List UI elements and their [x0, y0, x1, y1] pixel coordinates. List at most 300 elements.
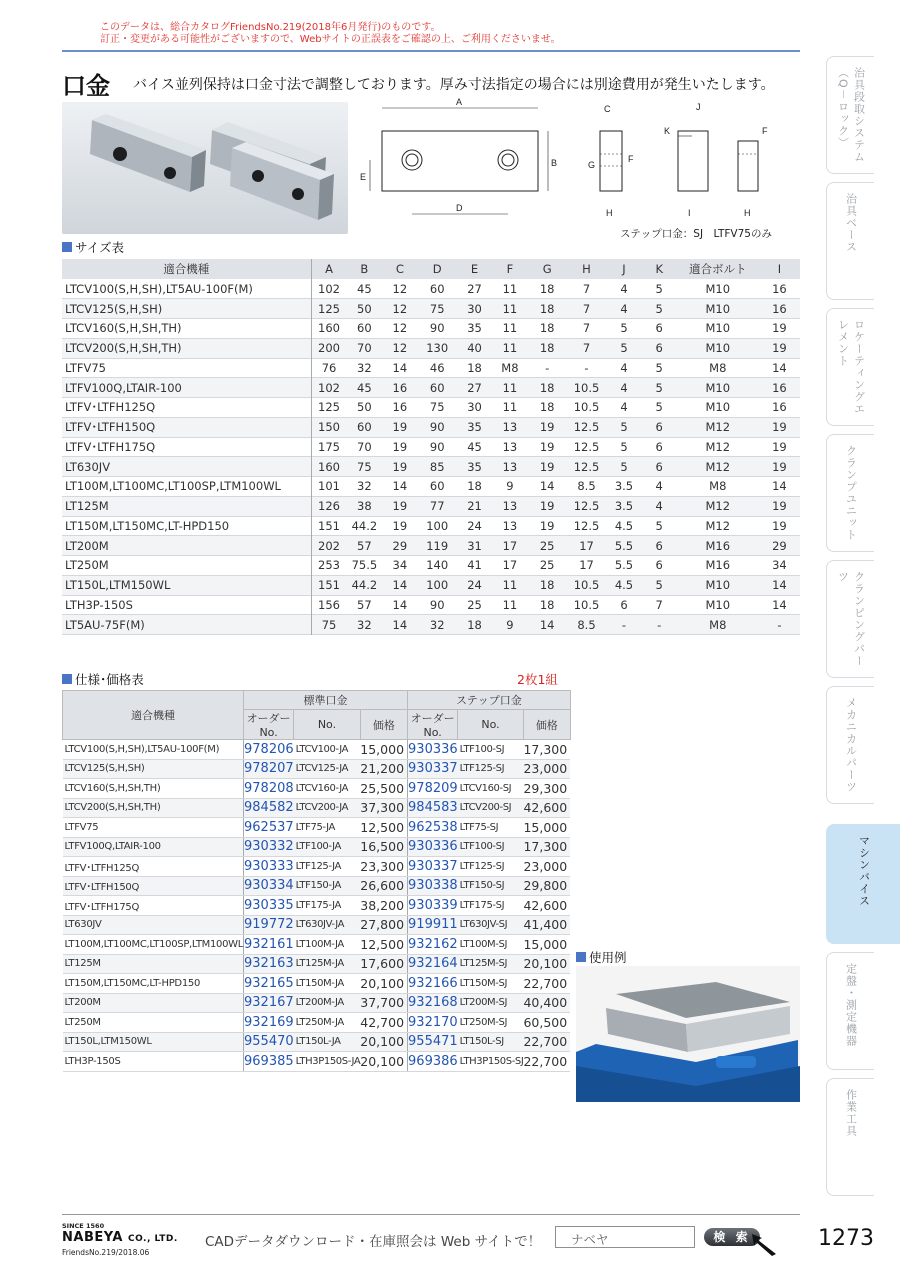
part-no-cell: LTF125-SJ	[458, 857, 524, 877]
size-table-title: サイズ表	[75, 240, 125, 255]
dimension-cell: M12	[705, 439, 731, 454]
part-no-cell: LTF100-SJ	[458, 837, 524, 857]
dimension-cell: 60	[347, 417, 383, 437]
dimension-cell: 12.5	[567, 496, 607, 516]
table-row	[63, 857, 571, 877]
dimension-cell: 16	[772, 400, 787, 415]
product-photo	[62, 102, 348, 234]
tab-mechanical-parts[interactable]	[826, 686, 874, 804]
part-no-cell: LT250M-SJ	[458, 1013, 524, 1033]
dimension-cell: 38	[347, 496, 383, 516]
table-row	[62, 358, 800, 378]
model-cell: LTFV･LTFH125Q	[62, 398, 311, 418]
dimension-cell: 4.5	[614, 518, 634, 533]
price-cell: 17,300	[523, 837, 570, 857]
col-header-price: 価格	[360, 710, 407, 740]
dimension-cell: M10	[705, 400, 731, 415]
dimension-cell: 75.5	[351, 558, 378, 573]
size-col-header: J	[606, 259, 641, 279]
size-col-header: D	[418, 259, 457, 279]
dimension-cell: 13	[502, 439, 518, 454]
table-row	[62, 595, 800, 615]
dimension-cell: 19	[392, 518, 408, 533]
dimension-cell: 19	[382, 457, 417, 477]
dimension-cell: 18	[528, 299, 567, 319]
tab-label: 治具ベース	[844, 193, 858, 253]
price-cell: 27,800	[360, 915, 407, 935]
order-no-cell: 930332	[244, 837, 294, 857]
catalog-notice	[100, 22, 561, 46]
price-cell: 23,000	[523, 857, 570, 877]
order-no-cell: 930337	[408, 857, 458, 877]
dimension-cell: 19	[772, 439, 787, 454]
dimension-cell: 126	[311, 496, 347, 516]
search-input[interactable]: ナベヤ	[555, 1226, 695, 1248]
model-cell: LT150L,LTM150WL	[62, 575, 311, 595]
dimension-cell: 18	[457, 615, 492, 635]
tab-clamp-unit[interactable]	[826, 434, 874, 552]
dimension-cell: 4	[620, 360, 628, 375]
order-no-cell: 984582	[244, 798, 294, 818]
order-no-cell: 962537	[244, 818, 294, 838]
price-cell: 22,700	[523, 974, 570, 994]
dimension-cell: 14	[392, 479, 408, 494]
model-cell: LTCV100(S,H,SH),LT5AU-100F(M)	[63, 740, 244, 760]
tab-label: マシンバイス	[857, 835, 871, 907]
dimension-cell: -	[759, 615, 800, 635]
part-no-cell: LT100M-SJ	[458, 935, 524, 955]
dimension-cell: M12	[677, 417, 759, 437]
table-row	[62, 496, 800, 516]
price-cell: 20,100	[523, 954, 570, 974]
table-row	[63, 1052, 571, 1072]
dimension-cell: 14	[772, 597, 787, 612]
dimension-cell: 14	[539, 479, 555, 494]
dimension-cell: 5	[655, 360, 663, 375]
dimension-cell: 8.5	[567, 615, 607, 635]
model-cell: LT125M	[62, 496, 311, 516]
model-cell: LTFV･LTFH175Q	[63, 896, 244, 916]
size-col-header: E	[457, 259, 492, 279]
size-table	[62, 259, 800, 635]
dimension-cell: M10	[677, 338, 759, 358]
order-no-cell: 955471	[408, 1032, 458, 1052]
square-bullet-icon	[62, 242, 72, 252]
part-no-cell: LTCV100-JA	[294, 740, 361, 760]
price-cell: 20,100	[360, 1032, 407, 1052]
model-cell: LTFV75	[62, 358, 311, 378]
dimension-cell: 5	[642, 575, 677, 595]
part-no-cell: LT150L-JA	[294, 1032, 361, 1052]
order-no-cell: 930339	[408, 896, 458, 916]
size-col-header: F	[492, 259, 527, 279]
order-no-cell: 930337	[408, 759, 458, 779]
dimension-cell: 5.5	[606, 536, 641, 556]
dimension-cell: 102	[311, 378, 347, 398]
price-cell: 60,500	[523, 1013, 570, 1033]
order-no-cell: 932167	[244, 993, 294, 1013]
dimension-cell: 31	[457, 536, 492, 556]
dim-label-f: F	[628, 154, 634, 164]
col-group-standard: 標準口金	[244, 691, 408, 710]
dimension-cell: 16	[759, 299, 800, 319]
dimension-cell: M10	[677, 299, 759, 319]
table-row	[62, 338, 800, 358]
dimension-cell: 57	[347, 536, 383, 556]
dimension-cell: 57	[357, 597, 372, 612]
dim-label-d: D	[456, 203, 463, 213]
model-cell: LTCV125(S,H,SH)	[63, 759, 244, 779]
model-cell: LT150L,LTM150WL	[63, 1032, 244, 1052]
footer-divider	[62, 1214, 800, 1215]
dimension-cell: 77	[418, 496, 457, 516]
part-no-cell: LTCV200-JA	[294, 798, 361, 818]
dimension-cell: 5	[620, 321, 628, 336]
price-cell: 26,600	[360, 876, 407, 896]
order-no-cell: 978208	[244, 779, 294, 799]
order-no-cell: 919772	[244, 915, 294, 935]
dimension-cell: 41	[467, 558, 482, 573]
tab-label: クランピングパーツ	[836, 571, 866, 667]
part-no-cell: LTCV200-SJ	[458, 798, 524, 818]
model-cell: LTH3P-150S	[63, 1052, 244, 1072]
dimension-cell: 24	[457, 575, 492, 595]
dim-label-a: A	[456, 97, 463, 107]
dimension-cell: 30	[457, 299, 492, 319]
tab-label: 定盤・測定機器	[844, 963, 858, 1047]
dimension-cell: 125	[311, 299, 347, 319]
price-cell: 22,700	[523, 1052, 570, 1072]
tab-surface-plate-measuring[interactable]	[826, 952, 874, 1070]
table-row	[62, 398, 800, 418]
table-row	[63, 974, 571, 994]
table-row	[62, 457, 800, 477]
dimension-cell: M12	[677, 496, 759, 516]
drawing-caption: ステップ口金：SJ LTFV75のみ	[620, 228, 772, 240]
col-header-no: No.	[458, 710, 524, 740]
order-no-cell: 932169	[244, 1013, 294, 1033]
dimension-cell: 125	[318, 400, 340, 415]
dimension-cell: 12.5	[573, 439, 600, 454]
table-row	[62, 536, 800, 556]
dimension-cell: 19	[382, 496, 417, 516]
dimension-cell: 11	[502, 321, 518, 336]
dimension-cell: 4	[642, 496, 677, 516]
dimension-cell: 5	[606, 417, 641, 437]
size-col-header: C	[382, 259, 417, 279]
part-no-cell: LTH3P150S-SJ	[458, 1052, 524, 1072]
dimension-cell: 25	[528, 536, 567, 556]
dimension-cell: 85	[418, 457, 457, 477]
dimension-cell: 4	[620, 400, 628, 415]
cursor-arrow-icon	[750, 1232, 780, 1256]
search-button[interactable]: 検 索	[704, 1228, 760, 1246]
model-cell: LT125M	[63, 954, 244, 974]
order-no-cell: 930334	[244, 876, 294, 896]
tab-machine-vise[interactable]	[826, 824, 900, 944]
dimension-cell: 14	[382, 575, 417, 595]
dimension-cell: 11	[492, 299, 527, 319]
dim-label-g: G	[588, 160, 596, 170]
table-row	[62, 575, 800, 595]
dimension-cell: 151	[318, 518, 340, 533]
page-number: 1273	[818, 1226, 874, 1251]
dim-label-e: E	[360, 172, 367, 182]
dimension-cell: 14	[759, 575, 800, 595]
dimension-cell: 6	[642, 536, 677, 556]
table-row	[62, 378, 800, 398]
dimension-cell: 32	[418, 615, 457, 635]
part-no-cell: LTF175-SJ	[458, 896, 524, 916]
dimension-cell: 5	[606, 338, 641, 358]
dimension-cell: 17	[492, 536, 527, 556]
size-col-header: A	[311, 259, 347, 279]
model-cell: LTCV160(S,H,SH,TH)	[62, 319, 311, 339]
tab-locating-element[interactable]	[826, 308, 874, 426]
tab-jig-setup-system[interactable]	[826, 56, 874, 174]
tab-jig-base[interactable]	[826, 182, 874, 300]
dimension-cell: 60	[357, 321, 372, 336]
order-no-cell: 978209	[408, 779, 458, 799]
dimension-cell: -	[545, 360, 550, 375]
dimension-cell: 5	[642, 378, 677, 398]
dimension-cell: 19	[382, 417, 417, 437]
dimension-cell: 156	[318, 597, 340, 612]
order-no-cell: 969385	[244, 1052, 294, 1072]
dimension-cell: 45	[467, 439, 482, 454]
brand-logo	[62, 1230, 178, 1245]
dimension-cell: 24	[467, 518, 482, 533]
dim-label-h2: H	[744, 208, 751, 218]
dimension-cell: 160	[311, 457, 347, 477]
dimension-cell: 45	[347, 378, 383, 398]
dimension-cell: M8	[709, 360, 727, 375]
dimension-cell: 27	[467, 281, 482, 296]
dimension-cell: 90	[429, 321, 445, 336]
model-cell: LTCV100(S,H,SH),LT5AU-100F(M)	[62, 279, 311, 299]
table-row	[63, 896, 571, 916]
order-no-cell: 978206	[244, 740, 294, 760]
model-cell: LTFV75	[63, 818, 244, 838]
dimension-cell: 13	[502, 518, 518, 533]
dimension-cell: 16	[392, 400, 408, 415]
model-cell: LT630JV	[63, 915, 244, 935]
dimension-cell: M10	[677, 378, 759, 398]
dimension-cell: 75	[347, 457, 383, 477]
dimension-cell: 11	[492, 338, 527, 358]
dimension-cell: 75	[429, 400, 445, 415]
part-no-cell: LTCV160-SJ	[458, 779, 524, 799]
dimension-cell: 6	[655, 558, 663, 573]
dim-label-j: J	[696, 102, 701, 112]
dimension-cell: 18	[539, 321, 555, 336]
model-cell: LTCV200(S,H,SH,TH)	[63, 798, 244, 818]
dimension-cell: 4	[655, 479, 663, 494]
dimension-cell: 19	[528, 457, 567, 477]
order-no-cell: 930336	[408, 740, 458, 760]
dimension-cell: 6	[642, 417, 677, 437]
dimension-cell: 30	[467, 400, 482, 415]
model-cell: LT150M,LT150MC,LT-HPD150	[62, 516, 311, 536]
dimension-cell: 5	[642, 299, 677, 319]
part-no-cell: LTF100-JA	[294, 837, 361, 857]
dimension-cell: 5	[606, 457, 641, 477]
price-cell: 20,100	[360, 974, 407, 994]
dimension-cell: 10.5	[573, 400, 600, 415]
dimension-cell: 60	[429, 479, 445, 494]
order-no-cell: 930335	[244, 896, 294, 916]
dimension-cell: 17	[579, 558, 594, 573]
price-cell: 23,300	[360, 857, 407, 877]
table-row	[63, 837, 571, 857]
order-no-cell: 930333	[244, 857, 294, 877]
price-cell: 23,000	[523, 759, 570, 779]
size-col-header: I	[759, 259, 800, 279]
dimension-cell: 5.5	[614, 558, 634, 573]
order-no-cell: 932168	[408, 993, 458, 1013]
dimension-cell: M8	[677, 615, 759, 635]
dimension-cell: 4.5	[606, 575, 641, 595]
part-no-cell: LT150L-SJ	[458, 1032, 524, 1052]
dimension-cell: 7	[655, 597, 663, 612]
square-bullet-icon	[576, 952, 586, 962]
dim-label-c: C	[604, 104, 611, 114]
dimension-cell: 6	[655, 321, 663, 336]
dimension-cell: 21	[457, 496, 492, 516]
table-row	[63, 798, 571, 818]
part-no-cell: LTF150-JA	[294, 876, 361, 896]
size-col-header: H	[567, 259, 607, 279]
dimension-cell: 70	[347, 338, 383, 358]
table-row	[62, 437, 800, 457]
dimension-cell: 5	[620, 439, 628, 454]
dimension-cell: 16	[772, 281, 787, 296]
dimension-cell: 253	[318, 558, 340, 573]
part-no-cell: LT100M-JA	[294, 935, 361, 955]
dimension-cell: 175	[318, 439, 340, 454]
model-cell: LTFV100Q,LTAIR-100	[62, 378, 311, 398]
dimension-cell: 13	[492, 496, 527, 516]
dimension-cell: 90	[429, 439, 445, 454]
dimension-cell: 7	[582, 281, 591, 296]
order-no-cell: 930336	[408, 837, 458, 857]
table-row	[62, 516, 800, 536]
dimension-cell: 32	[357, 479, 372, 494]
model-cell: LT150M,LT150MC,LT-HPD150	[63, 974, 244, 994]
table-row	[63, 1013, 571, 1033]
dimension-cell: 101	[318, 479, 340, 494]
dimension-cell: 5	[655, 400, 663, 415]
dimension-cell: 6	[642, 457, 677, 477]
table-row	[62, 556, 800, 576]
col-group-step: ステップ口金	[408, 691, 571, 710]
price-cell: 16,500	[360, 837, 407, 857]
part-no-cell: LTH3P150S-JA	[294, 1052, 361, 1072]
model-cell: LTFV･LTFH175Q	[62, 437, 311, 457]
usage-title: 使用例	[589, 950, 627, 965]
dimension-cell: 18	[528, 338, 567, 358]
spec-price-table	[62, 690, 571, 1072]
dimension-cell: 18	[539, 400, 555, 415]
dimension-cell: 7	[567, 299, 607, 319]
part-no-cell: LT150M-JA	[294, 974, 361, 994]
price-cell: 29,800	[523, 876, 570, 896]
dimension-cell: 19	[759, 338, 800, 358]
dimension-cell: 12	[382, 338, 417, 358]
dimension-cell: -	[606, 615, 641, 635]
tab-clamping-parts[interactable]	[826, 560, 874, 678]
table-row	[63, 876, 571, 896]
table-row	[62, 477, 800, 497]
order-no-cell: 932163	[244, 954, 294, 974]
catalog-edition: FriendsNo.219/2018.06	[62, 1248, 150, 1257]
dimension-cell: 14	[382, 615, 417, 635]
dimension-cell: 151	[311, 575, 347, 595]
table-row	[62, 319, 800, 339]
page-title: 口金	[62, 72, 110, 100]
dimension-cell: 130	[418, 338, 457, 358]
dimension-cell: 14	[392, 360, 408, 375]
dimension-cell: 60	[418, 378, 457, 398]
dimension-cell: 90	[418, 417, 457, 437]
notice-line-1: このデータは、総合カタログFriendsNo.219(2018年6月発行)のものです。	[100, 22, 441, 33]
dimension-cell: 119	[418, 536, 457, 556]
notice-line-2: 訂正・変更がある可能性がございますので、Webサイトの正誤表をご確認の上、ご利用くださいませ。	[100, 34, 561, 45]
part-no-cell: LTF125-SJ	[458, 759, 524, 779]
dimension-cell: 46	[429, 360, 445, 375]
dimension-cell: 100	[418, 575, 457, 595]
dimension-cell: 40	[457, 338, 492, 358]
dimension-cell: 45	[357, 281, 372, 296]
dimension-cell: 12	[392, 281, 408, 296]
part-no-cell: LTF75-SJ	[458, 818, 524, 838]
dimension-cell: 19	[392, 439, 408, 454]
dimension-cell: 6	[620, 597, 628, 612]
dimension-cell: 9	[492, 615, 527, 635]
dimension-cell: 16	[382, 378, 417, 398]
dimension-cell: 4	[620, 281, 628, 296]
dimension-cell: 140	[426, 558, 449, 573]
dimension-cell: M12	[705, 518, 731, 533]
dimension-cell: -	[642, 615, 677, 635]
price-cell: 40,400	[523, 993, 570, 1013]
tab-work-tools[interactable]	[826, 1078, 874, 1196]
model-cell: LT250M	[63, 1013, 244, 1033]
dimension-cell: 25	[467, 597, 482, 612]
col-header-model: 適合機種	[63, 691, 244, 740]
table-row	[63, 954, 571, 974]
dimension-cell: 9	[506, 479, 514, 494]
brand-name: NABEYA	[62, 1230, 123, 1245]
model-cell: LTCV125(S,H,SH)	[62, 299, 311, 319]
part-no-cell: LT630JV-JA	[294, 915, 361, 935]
order-no-cell: 919911	[408, 915, 458, 935]
part-no-cell: LT200M-SJ	[458, 993, 524, 1013]
model-cell: LTCV200(S,H,SH,TH)	[62, 338, 311, 358]
part-no-cell: LT125M-JA	[294, 954, 361, 974]
table-row	[63, 779, 571, 799]
header-divider	[62, 50, 800, 52]
model-cell: LT200M	[63, 993, 244, 1013]
dimension-cell: 27	[457, 378, 492, 398]
dimension-cell: 202	[311, 536, 347, 556]
price-cell: 17,300	[523, 740, 570, 760]
since-label: SINCE 1560	[62, 1222, 105, 1230]
model-cell: LT100M,LT100MC,LT100SP,LTM100WL	[63, 935, 244, 955]
dim-label-f2: F	[762, 126, 768, 136]
usage-heading	[576, 948, 627, 966]
dimension-cell: 12.5	[567, 417, 607, 437]
